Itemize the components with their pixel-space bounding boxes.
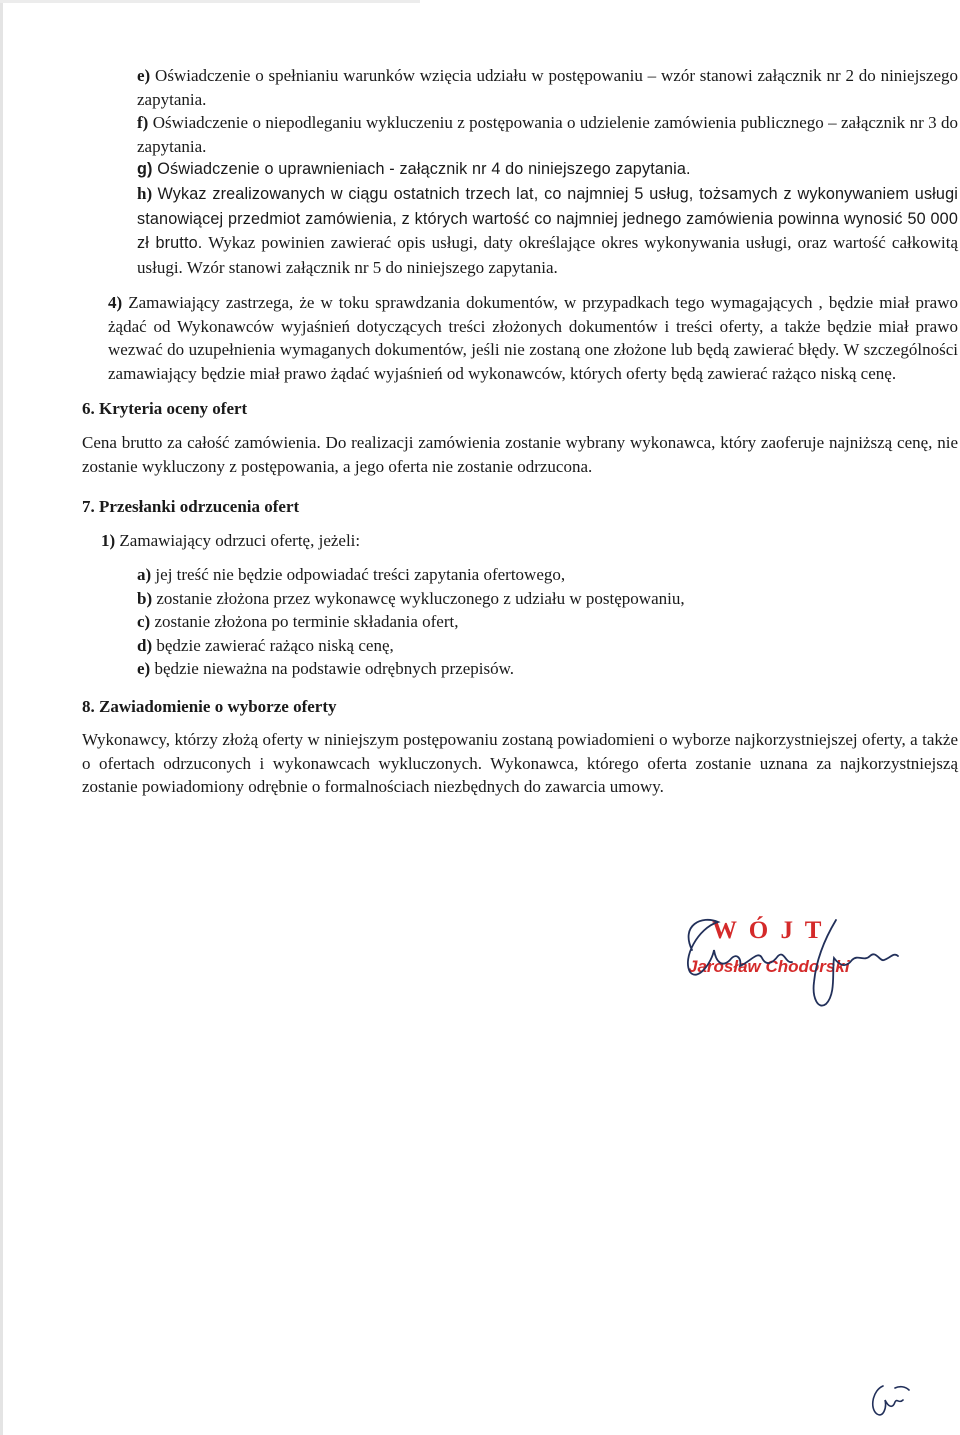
- item-4-text: Zamawiający zastrzega, że w toku sprawdzania dokumentów, w przypadkach tego wymagających , będzie miał prawo żądać od Wykonawców wyjaśnień dotyczących treści złożonych dokumentów i treści oferty, a także będzie miał prawo wezwać do uzupełnienia wymaganych dokumentów, jeśli nie zostaną one złożone lub będą zawierać błędy. W szczególności zamawiający będzie miał prawo żądać wyjaśnień od wykonawców, których oferty będą zawierać rażąco niską cenę.: [108, 293, 958, 383]
- section-6-heading: 6. Kryteria oceny ofert: [82, 399, 248, 419]
- list-item-text: będzie nieważna na podstawie odrębnych przepisów.: [154, 658, 515, 678]
- item-g: [137, 158, 958, 182]
- item-f-text: Oświadczenie o niepodleganiu wykluczeniu z postępowania o udzielenie zamówienia publicznego – załącznik nr 3 do zapytania.: [137, 113, 958, 156]
- item-g-label: g): [137, 160, 153, 179]
- scan-edge-shadow: [0, 0, 3, 1435]
- list-item-label: b): [137, 588, 153, 608]
- list-item: [137, 657, 958, 680]
- list-item-label: e): [137, 658, 151, 678]
- list-item-text: będzie zawierać rażąco niską cenę,: [156, 635, 394, 655]
- item-e: [137, 64, 958, 111]
- section-6-body: Cena brutto za całość zamówienia. Do realizacji zamówienia zostanie wybrany wykonawca, który zaoferuje najniższą cenę, nie zostanie wykluczony z postępowania, a jego oferta nie zostanie odrzucona.: [82, 433, 958, 476]
- sub-1-text: Zamawiający odrzuci ofertę, jeżeli:: [119, 531, 361, 551]
- stamp-name: Jarosław Chodorski: [688, 957, 850, 976]
- item-e-text: Oświadczenie o spełnianiu warunków wzięcia udziału w postępowaniu – wzór stanowi załącznik nr 2 do niniejszego zapytania.: [137, 66, 958, 109]
- list-item-label: a): [137, 565, 152, 585]
- rejection-list: [137, 563, 958, 680]
- section-8-heading: 8. Zawiadomienie o wyborze oferty: [82, 697, 337, 717]
- item-h: [137, 182, 958, 279]
- list-item-label: d): [137, 635, 153, 655]
- list-item: [137, 587, 958, 610]
- list-item-text: zostanie złożona przez wykonawcę wykluczonego z udziału w postępowaniu,: [156, 588, 685, 608]
- item-f: [137, 111, 958, 158]
- list-item: [137, 634, 958, 657]
- item-e-label: e): [137, 66, 151, 85]
- item-4: [108, 291, 958, 385]
- item-h-text-2: Wykaz powinien zawierać opis usługi, daty określające okres wykonywania usługi, oraz wartość całkowitą usługi. Wzór stanowi załącznik nr 5 do niniejszego zapytania.: [137, 233, 958, 277]
- section-7-heading: 7. Przesłanki odrzucenia ofert: [82, 497, 300, 517]
- list-item: [137, 563, 958, 586]
- item-4-label: 4): [108, 293, 123, 313]
- initials-stroke: [873, 1386, 909, 1415]
- list-item: [137, 610, 958, 633]
- document-page: [82, 64, 958, 799]
- signature-stamp: [640, 910, 920, 1020]
- section-8-body: Wykonawcy, którzy złożą oferty w niniejszym postępowaniu zostaną powiadomieni o wyborze najkorzystniejszej oferty, a także o ofertach odrzuconych i wykonawcach wykluczonych. Wykonawca, którego oferta zostanie uznana za najkorzystniejszą zostanie powiadomiony odrębnie o formalnościach niezbędnych do zawarcia umowy.: [82, 730, 958, 797]
- list-item-text: jej treść nie będzie odpowiadać treści zapytania ofertowego,: [155, 565, 566, 585]
- scan-top-shadow: [0, 0, 420, 3]
- section-7-sub-1: [101, 530, 958, 552]
- list-item-text: zostanie złożona po terminie składania ofert,: [154, 612, 459, 632]
- item-h-label: h): [137, 183, 153, 203]
- stamp-title: W Ó J T: [712, 917, 825, 944]
- list-item-label: c): [137, 612, 151, 632]
- sub-1-label: 1): [101, 531, 116, 551]
- item-h-text: Wykaz zrealizowanych w ciągu ostatnich trzech lat, co najmniej 5 usług, tożsamych z wykonywaniem usługi stanowiącej przedmiot zamówienia, z których wartość co najmniej jednego zamówienia powinna wynosić 50 000 zł brutto.: [137, 184, 958, 253]
- item-g-text: Oświadczenie o uprawnieniach - załącznik nr 4 do niniejszego zapytania.: [157, 160, 691, 179]
- initials-mark: [865, 1378, 915, 1422]
- item-f-label: f): [137, 113, 149, 133]
